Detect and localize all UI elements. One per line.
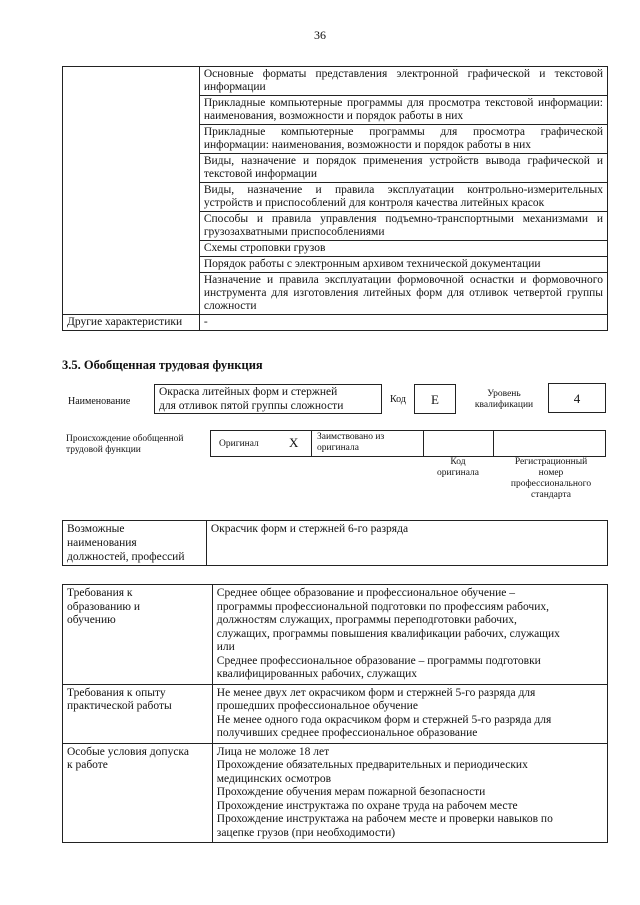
function-name-line: для отливок пятой группы сложности [159,400,344,412]
positions-label-line: должностей, профессий [67,551,185,563]
education-label-line: образованию и [67,600,140,613]
requirements-table [62,584,608,843]
special-label-line: к работе [67,759,108,771]
special-conditions-value [212,743,607,843]
education-label [63,585,213,685]
level-value: 4 [548,383,606,413]
knowledge-item: Прикладные компьютерные программы для просмотра графической информации: наименования, возможности и порядок работы в них [199,125,607,154]
other-characteristics-label: Другие характеристики [63,315,200,331]
borrowed-label-line: Заимствовано из [317,432,385,442]
knowledge-item: Виды, назначение и порядок применения устройств вывода графической и текстовой информации [199,154,607,183]
positions-label [63,521,207,566]
original-label: Оригинал [219,439,259,449]
special-conditions-label [63,743,213,843]
experience-line: Не менее двух лет окрасчиком форм и стержней 5-го разряда для [216,686,536,699]
name-label: Наименование [68,396,131,407]
level-label [464,389,544,411]
education-label-line: Требования к [67,587,133,599]
borrowed-label-line: оригинала [317,443,359,453]
caption-line: Регистрационный [514,457,588,467]
positions-label-line: Возможные [67,523,125,535]
level-label-line: Уровень [487,389,521,399]
other-characteristics-value: - [199,315,607,331]
special-line: Прохождение обучения мерам пожарной безопасности [216,786,486,798]
experience-line: Не менее одного года окрасчиком форм и стержней 5-го разряда для [216,713,552,726]
special-line: Прохождение инструктажа на рабочем месте и проверки навыков по [216,813,553,825]
education-line: служащих, программы повышения квалификации рабочих, служащих [216,627,560,640]
origin-table [210,430,606,457]
caption-line: стандарта [531,490,571,500]
caption-line: оригинала [437,468,479,478]
education-line: должностям служащих, программы переподготовки рабочих, [216,614,517,626]
origin-label [66,434,184,456]
special-line: Прохождение обязательных предварительных и периодических [216,759,528,771]
caption-line: Код [450,457,466,467]
special-line: зацепке грузов (при необходимости) [216,826,396,839]
knowledge-item: Назначение и правила эксплуатации формовочной оснастки и формовочного инструмента для изготовления литейных форм для отливок четвертой группы сложности [199,273,607,315]
code-label: Код [390,394,406,405]
education-line: или [216,641,235,653]
page-number: 36 [314,28,326,42]
special-line: Лица не моложе 18 лет [216,745,330,758]
code-value: Е [414,384,456,414]
experience-label-line: практической работы [67,700,172,712]
level-label-line: квалификации [474,400,534,410]
function-name-box [154,384,382,414]
experience-label-line: Требования к опыту [67,686,166,699]
special-label-line: Особые условия допуска [67,745,189,758]
positions-value: Окрасчик форм и стержней 6-го разряда [206,521,607,566]
knowledge-table [62,66,608,331]
experience-line: прошедших профессиональное обучение [216,700,418,712]
positions-table [62,520,608,566]
knowledge-item: Виды, назначение и правила эксплуатации контрольно-измерительных устройств и приспособлений для контроля качества литейных красок [199,183,607,212]
knowledge-item: Способы и правила управления подъемно-транспортными механизмами и грузозахватными приспособлениями [199,212,607,241]
education-label-line: обучению [67,614,116,626]
education-line: программы профессиональной подготовки по профессиям рабочих, [216,600,549,613]
origin-label-line: трудовой функции [66,445,141,455]
education-value [212,585,607,685]
special-line: медицинских осмотров [216,772,332,785]
borrowed-label [317,432,384,454]
experience-value [212,684,607,743]
education-line: квалифицированных рабочих, служащих [216,668,418,680]
knowledge-item: Схемы строповки грузов [199,241,607,257]
special-line: Прохождение инструктажа по охране труда на рабочем месте [216,799,518,812]
positions-label-line: наименования [67,537,137,549]
experience-label [63,684,213,743]
experience-line: получивших среднее профессиональное образование [216,727,478,739]
knowledge-item: Основные форматы представления электронной графической и текстовой информации [199,67,607,96]
original-mark: Х [289,435,299,450]
caption-line: профессионального [510,479,592,489]
origin-label-line: Происхождение обобщенной [66,434,184,444]
caption-line: номер [538,468,564,478]
section-title: 3.5. Обобщенная трудовая функция [62,358,263,372]
code-original-caption [426,457,490,479]
knowledge-item: Порядок работы с электронным архивом технической документации [199,257,607,273]
reg-number-caption [496,457,606,501]
empty-label-cell [63,67,200,315]
education-line: Среднее профессиональное образование – программы подготовки [216,654,541,667]
function-name-line: Окраска литейных форм и стержней [159,386,338,398]
knowledge-item: Прикладные компьютерные программы для просмотра текстовой информации: наименования, возможности и порядок работы в них [199,96,607,125]
education-line: Среднее общее образование и профессиональное обучение – [216,587,515,599]
